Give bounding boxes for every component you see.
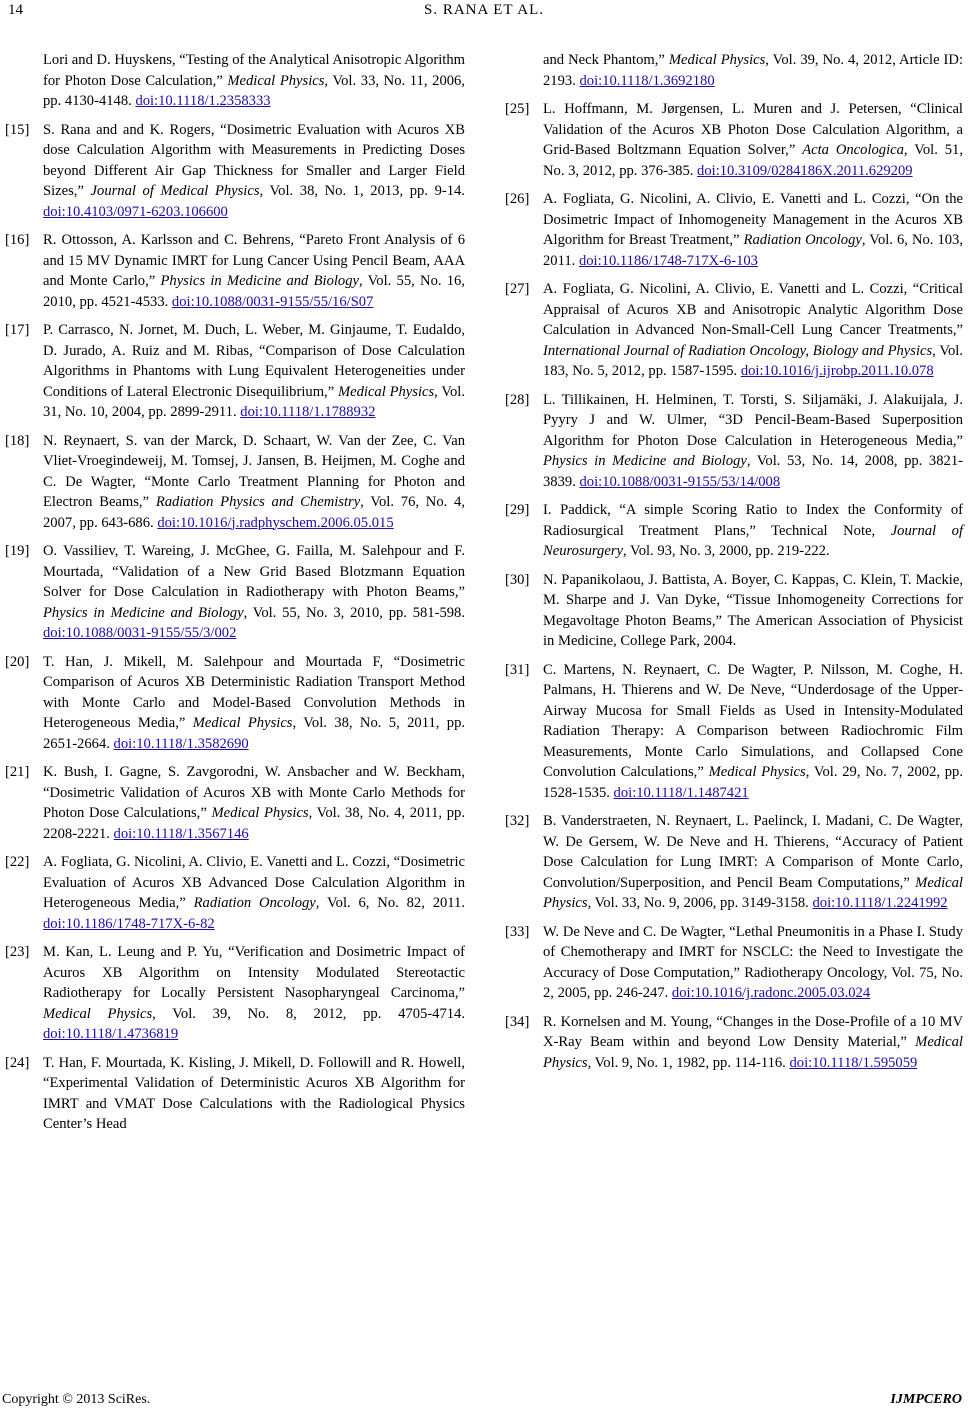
reference-number: [23] <box>5 944 30 960</box>
reference-details: , Vol. 53, No. 14, 2008, pp. 3821-3839. <box>543 453 963 490</box>
doi-link[interactable]: doi:10.1118/1.1487421 <box>613 784 749 801</box>
reference-number: [21] <box>5 764 30 780</box>
reference-entry <box>5 541 465 644</box>
journal-name: Medical Physics <box>668 52 766 68</box>
reference-entry <box>505 279 963 382</box>
journal-name: Medical Physics <box>543 1034 963 1071</box>
reference-entry <box>5 50 465 112</box>
reference-text: and Neck Phantom,” <box>543 52 669 68</box>
reference-text: S. Rana and and K. Rogers, “Dosimetric Evaluation with Acuros XB dose Calculation Algorithm with Measurements in Predicting Doses beyond Different Air Gap Thickness for Smaller and Larger Field Sizes,” <box>43 121 465 199</box>
reference-number: [20] <box>5 653 30 670</box>
reference-text: W. De Neve and C. De Wagter, “Lethal Pneumonitis in a Phase I. Study of Chemotherapy and IMRT for NSCLC: the Need to Investigate the Accuracy of Dose Computation,” Radiotherapy Oncology, Vol. 75, No. 2, 2005, pp. 246-247. <box>543 923 963 1001</box>
journal-abbreviation: IJMPCERO <box>890 1392 962 1407</box>
journal-name: Radiation Oncology <box>193 895 316 911</box>
reference-text: P. Carrasco, N. Jornet, M. Duch, L. Weber, M. Ginjaume, T. Eudaldo, D. Jurado, A. Ruiz and M. Ribas, “Comparison of Dose Calculation Algorithms in Phantoms with Lung Equivalent Heterogeneities under Conditions of Lateral Electronic Disequilibrium,” <box>43 322 465 400</box>
reference-entry <box>505 922 963 1004</box>
doi-link[interactable]: doi:10.1186/1748-717X-6-103 <box>578 252 758 269</box>
doi-link[interactable]: doi:10.1088/0031-9155/53/14/008 <box>579 473 781 490</box>
reference-number: [31] <box>505 661 530 678</box>
reference-number: [28] <box>505 391 530 408</box>
reference-entry <box>505 500 963 562</box>
reference-number: [34] <box>505 1013 530 1030</box>
reference-details: , Vol. 29, No. 7, 2002, pp. 1528-1535. <box>543 764 964 801</box>
journal-name: Medical Physics <box>337 383 435 400</box>
reference-column-left <box>5 50 465 1143</box>
reference-text: C. Martens, N. Reynaert, C. De Wagter, P. Nilsson, M. Coghe, H. Palmans, H. Thierens and W. De Neve, “Underdosage of the Upper-Airway Mucosa for Small Fields as Used in Intensity-Modulated Radiation Therapy: A Comparison between Radiochromic Film Measurements, Monte Carlo Simulations, and Collapsed Cone Convolution Calculations,” <box>543 661 963 780</box>
reference-text: Lori and D. Huyskens, “Testing of the Analytical Anisotropic Algorithm for Photon Dose Calculation,” <box>43 52 465 89</box>
reference-details: , Vol. 93, No. 3, 2000, pp. 219-222. <box>623 543 830 559</box>
reference-entry <box>5 762 465 844</box>
journal-name: Medical Physics <box>211 805 309 821</box>
doi-link[interactable]: doi:10.1118/1.2358333 <box>135 93 271 109</box>
reference-details: , Vol. 183, No. 5, 2012, pp. 1587-1595. <box>543 342 963 379</box>
reference-entry <box>5 120 465 223</box>
reference-text: B. Vanderstraeten, N. Reynaert, L. Paelinck, I. Madani, C. De Wagter, W. De Gersem, W. De Neve and H. Thierens, “Accuracy of Patient Dose Calculation for Lung IMRT: A Comparison of Monte Carlo, Convolution/Superposition, and Pencil Beam Computations,” <box>543 813 963 891</box>
reference-entry <box>5 852 465 934</box>
reference-details: , Vol. 33, No. 11, 2006, pp. 4130-4148. <box>43 72 465 109</box>
reference-entry <box>5 320 465 423</box>
reference-details: , Vol. 6, No. 103, 2011. <box>543 232 964 269</box>
doi-link[interactable]: doi:10.4103/0971-6203.106600 <box>43 203 228 220</box>
reference-entry <box>505 99 963 181</box>
doi-link[interactable]: doi:10.1118/1.1788932 <box>240 404 376 420</box>
reference-entry <box>505 189 963 271</box>
reference-text: I. Paddick, “A simple Scoring Ratio to Index the Conformity of Radiosurgical Treatment Plans,” Technical Note, <box>543 502 963 539</box>
reference-text: A. Fogliata, G. Nicolini, A. Clivio, E. Vanetti and L. Cozzi, “Dosimetric Evaluation of Acuros XB Advanced Dose Calculation Algorithm in Heterogeneous Media,” <box>43 854 465 911</box>
journal-name: Medical Physics <box>543 874 963 911</box>
reference-number: [27] <box>505 281 530 297</box>
reference-text: M. Kan, L. Leung and P. Yu, “Verification and Dosimetric Impact of Acuros XB Algorithm on Intensity Modulated Stereotactic Radiotherapy for Locally Persistent Nasopharyngeal Carcinoma,” <box>43 944 465 1001</box>
reference-number: [16] <box>5 232 30 248</box>
reference-number: [24] <box>5 1054 30 1071</box>
running-head: S. RANA ET AL. <box>424 2 544 18</box>
doi-link[interactable]: doi:10.1088/0031-9155/55/16/S07 <box>171 293 374 310</box>
doi-link[interactable]: doi:10.1016/j.radphyschem.2006.05.015 <box>157 514 394 531</box>
reference-details: , Vol. 76, No. 4, 2007, pp. 643-686. <box>43 494 465 531</box>
reference-entry <box>505 390 963 493</box>
reference-details: , Vol. 55, No. 3, 2010, pp. 581-598. <box>243 604 465 621</box>
doi-link[interactable]: doi:10.1118/1.2241992 <box>812 895 948 911</box>
doi-link[interactable]: doi:10.1118/1.3582690 <box>113 735 249 752</box>
page-number: 14 <box>8 2 23 18</box>
reference-details: , Vol. 31, No. 10, 2004, pp. 2899-2911. <box>43 383 465 420</box>
doi-link[interactable]: doi:10.1118/1.595059 <box>789 1054 918 1071</box>
reference-text: A. Fogliata, G. Nicolini, A. Clivio, E. Vanetti and L. Cozzi, “Critical Appraisal of Acuros XB and Anisotropic Analytic Algorithm Dose Calculation in Advanced Non-Small-Cell Lung Cancer Treatments,” <box>543 281 963 338</box>
reference-number: [17] <box>5 322 30 338</box>
reference-entry <box>5 431 465 534</box>
reference-number: [15] <box>5 121 30 138</box>
reference-entry <box>505 660 963 804</box>
doi-link[interactable]: doi:10.1016/j.radonc.2005.03.024 <box>671 985 871 1001</box>
reference-entry <box>5 942 465 1045</box>
reference-number: [32] <box>505 813 530 829</box>
reference-number: [29] <box>505 502 530 518</box>
journal-name: Medical Physics <box>43 1005 153 1022</box>
reference-number: [26] <box>505 191 530 207</box>
journal-name: Journal of Medical Physics <box>90 183 260 199</box>
reference-entry <box>5 230 465 312</box>
journal-name: Medical Physics <box>192 715 293 731</box>
reference-entry <box>5 1053 465 1135</box>
doi-link[interactable]: doi:10.1118/1.3567146 <box>113 825 249 842</box>
doi-link[interactable]: doi:10.1186/1748-717X-6-82 <box>43 915 215 932</box>
reference-entry <box>505 50 963 91</box>
journal-name: Physics in Medicine and Biology <box>543 453 747 469</box>
reference-number: [18] <box>5 432 30 449</box>
reference-number: [22] <box>5 854 30 870</box>
page-footer <box>0 1392 968 1412</box>
reference-text: O. Vassiliev, T. Wareing, J. McGhee, G. Failla, M. Salehpour and F. Mourtada, “Validation of a New Grid Based Blotzmann Equation Solver for Dose Calculation in Radiotherapy with Photon Beams,” <box>43 543 465 600</box>
reference-text: T. Han, F. Mourtada, K. Kisling, J. Mikell, D. Followill and R. Howell, “Experimental Validation of Deterministic Acuros XB Algorithm for IMRT and VMAT Dose Calculations with the Radiological Physics Center’s Head <box>43 1054 465 1132</box>
doi-link[interactable]: doi:10.1118/1.4736819 <box>43 1026 179 1042</box>
reference-details: , Vol. 38, No. 4, 2011, pp. 2208-2221. <box>43 805 466 842</box>
reference-text: L. Tillikainen, H. Helminen, T. Torsti, S. Siljamäki, J. Alakuijala, J. Pyyry J and W. Ulmer, “3D Pencil-Beam-Based Superposition Algorithm for Photon Dose Calculation in Heterogeneous Media,” <box>543 391 963 449</box>
reference-text: K. Bush, I. Gagne, S. Zavgorodni, W. Ansbacher and W. Beckham, “Dosimetric Validation of Acuros XB with Monte Carlo Methods for Photon Dose Calculations,” <box>43 764 465 821</box>
journal-name: International Journal of Radiation Oncology, Biology and Physics <box>543 342 933 359</box>
reference-entry <box>5 652 465 755</box>
journal-name: Radiation Oncology <box>743 232 862 248</box>
reference-details: , Vol. 55, No. 16, 2010, pp. 4521-4533. <box>43 273 466 310</box>
doi-link[interactable]: doi:10.1088/0031-9155/55/3/002 <box>43 625 237 641</box>
journal-name: Radiation Physics and Chemistry <box>155 494 361 510</box>
reference-details: , Vol. 51, No. 3, 2012, pp. 376-385. <box>543 142 963 179</box>
reference-column-right <box>505 50 963 1081</box>
journal-name: Physics in Medicine and Biology <box>43 604 244 621</box>
reference-number: [33] <box>505 923 530 940</box>
reference-details: , Vol. 33, No. 9, 2006, pp. 3149-3158. <box>587 895 813 911</box>
reference-number: [25] <box>505 101 530 117</box>
reference-details: , Vol. 6, No. 82, 2011. <box>315 895 466 911</box>
reference-number: [19] <box>5 543 30 559</box>
reference-text: R. Ottosson, A. Karlsson and C. Behrens, “Pareto Front Analysis of 6 and 15 MV Dynamic IMRT for Lung Cancer Using Pencil Beam, AAA and Monte Carlo,” <box>43 232 465 289</box>
doi-link[interactable]: doi:10.1016/j.ijrobp.2011.10.078 <box>740 363 934 379</box>
reference-details: , Vol. 39, No. 8, 2012, pp. 4705-4714. <box>152 1005 465 1022</box>
copyright-notice: Copyright © 2013 SciRes. <box>2 1392 151 1407</box>
reference-text: N. Reynaert, S. van der Marck, D. Schaart, W. Van der Zee, C. Van Vliet-Vroegindeweij, M. Tomsej, J. Jansen, B. Heijmen, M. Coghe and C. De Wagter, “Monte Carlo Treatment Planning for Photon and Electron Beams,” <box>43 432 465 510</box>
doi-link[interactable]: doi:10.3109/0284186X.2011.629209 <box>697 162 913 179</box>
reference-details: , Vol. 39, No. 4, 2012, Article ID: 2193. <box>543 52 964 89</box>
reference-text: N. Papanikolaou, J. Battista, A. Boyer, C. Kappas, C. Klein, T. Mackie, M. Sharpe and J. Van Dyke, “Tissue Inhomogeneity Corrections for Megavoltage Photon Beams,” The American Association of Physicist in Medicine, College Park, 2004. <box>543 571 963 649</box>
reference-text: L. Hoffmann, M. Jørgensen, L. Muren and J. Petersen, “Clinical Validation of the Acuros XB Photon Dose Calculation Algorithm, a Grid-Based Boltzmann Equation Solver,” <box>543 101 963 158</box>
journal-name: Physics in Medicine and Biology <box>160 273 359 289</box>
reference-text: A. Fogliata, G. Nicolini, A. Clivio, E. Vanetti and L. Cozzi, “On the Dosimetric Impact of Inhomogeneity Management in the Acuros XB Algorithm for Breast Treatment,” <box>543 191 963 248</box>
reference-details: , Vol. 9, No. 1, 1982, pp. 114-116. <box>587 1054 790 1071</box>
journal-name: Medical Physics <box>227 72 325 89</box>
reference-details: , Vol. 38, No. 1, 2013, pp. 9-14. <box>259 183 465 199</box>
journal-name: Acta Oncologica <box>802 142 904 158</box>
doi-link[interactable]: doi:10.1118/1.3692180 <box>579 72 715 89</box>
reference-entry <box>505 1012 963 1074</box>
reference-entry <box>505 811 963 914</box>
reference-entry <box>505 570 963 652</box>
journal-name: Medical Physics <box>708 764 806 780</box>
journal-name: Journal of Neurosurgery <box>543 522 963 559</box>
reference-details: , Vol. 38, No. 5, 2011, pp. 2651-2664. <box>43 715 466 752</box>
page-header <box>0 0 968 30</box>
reference-number: [30] <box>505 571 530 588</box>
reference-text: R. Kornelsen and M. Young, “Changes in the Dose-Profile of a 10 MV X-Ray Beam within and beyond Low Density Material,” <box>543 1013 963 1050</box>
reference-text: T. Han, J. Mikell, M. Salehpour and Mourtada F, “Dosimetric Comparison of Acuros XB Deterministic Radiation Transport Method with Monte Carlo and Model-Based Convolution Methods in Heterogeneous Media,” <box>43 653 465 731</box>
